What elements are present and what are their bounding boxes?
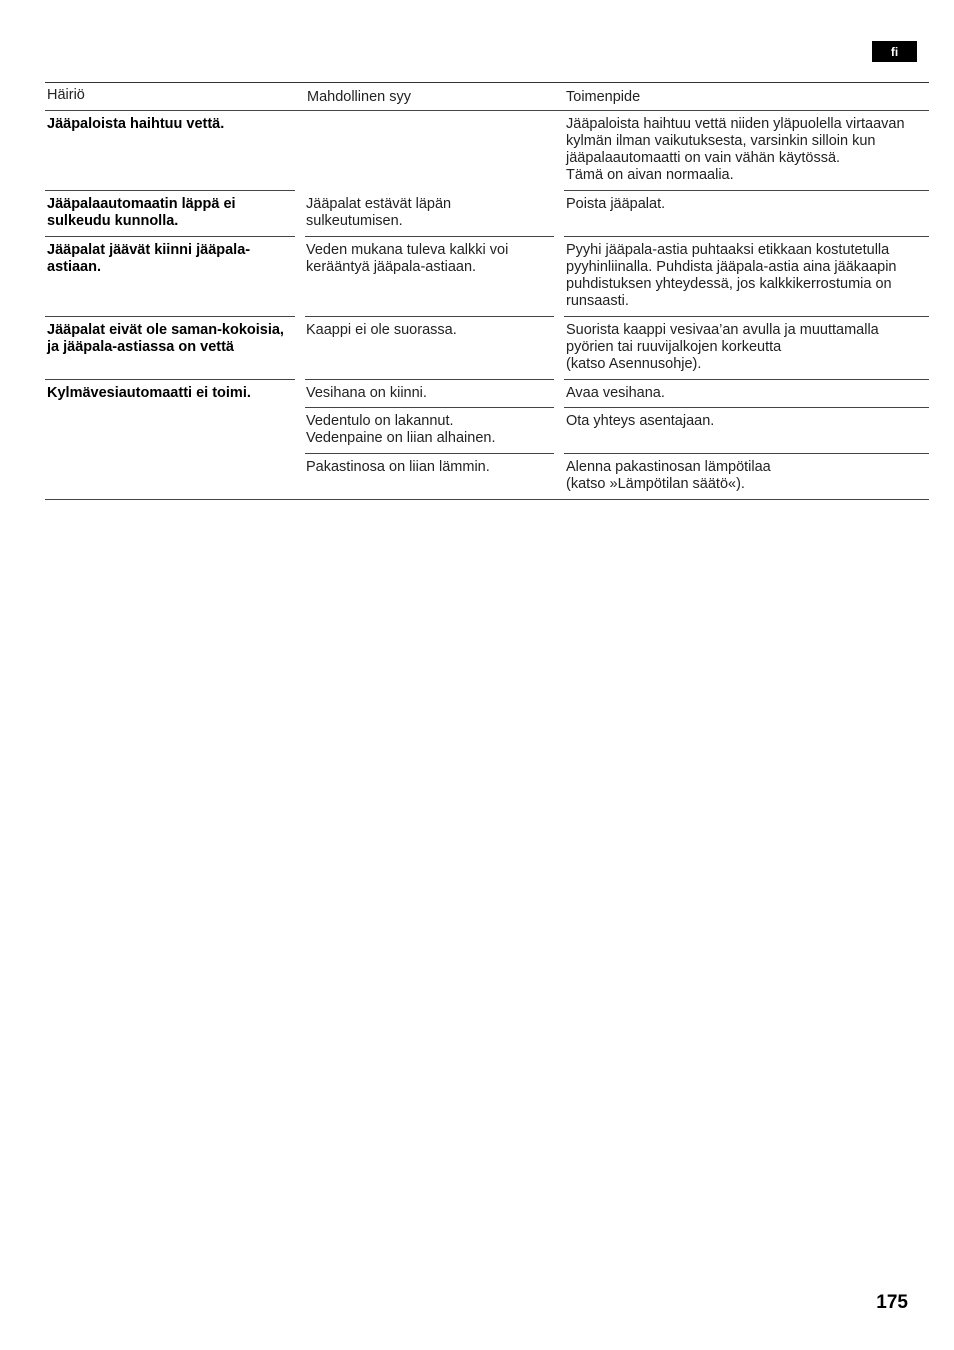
- row-cause: Vesihana on kiinni.: [306, 385, 427, 401]
- row-rule: [564, 190, 929, 191]
- row-rule: [305, 407, 554, 408]
- header-rule: [45, 110, 929, 111]
- row-fault: Jääpalat jäävät kiinni jääpala-astiaan.: [47, 242, 251, 275]
- row-rule: [564, 407, 929, 408]
- row-rule: [305, 379, 554, 380]
- row-fault: Kylmävesiautomaatti ei toimi.: [47, 385, 251, 401]
- row-fault: Jääpaloista haihtuu vettä.: [47, 116, 225, 132]
- row-action: Jääpaloista haihtuu vettä niiden yläpuolella virtaavan kylmän ilman vaikutuksesta, varsinkin silloin kun jääpalaautomaatti on vain vähän käytössä. Tämä on aivan normaalia.: [566, 116, 905, 183]
- row-rule: [564, 379, 929, 380]
- row-rule: [564, 236, 929, 237]
- row-fault: Jääpalat eivät ole saman-kokoisia, ja jääpala-astiassa on vettä: [47, 322, 284, 355]
- row-cause: Pakastinosa on liian lämmin.: [306, 459, 490, 475]
- row-rule: [45, 379, 295, 380]
- row-rule: [45, 236, 295, 237]
- header-action: Toimenpide: [566, 89, 641, 105]
- row-action: Ota yhteys asentajaan.: [566, 413, 715, 429]
- row-cause: Jääpalat estävät läpän sulkeutumisen.: [306, 196, 452, 229]
- row-action: Poista jääpalat.: [566, 196, 666, 212]
- row-rule: [305, 453, 554, 454]
- row-cause: Veden mukana tuleva kalkki voi kerääntyä jääpala-astiaan.: [306, 242, 509, 275]
- row-rule: [564, 316, 929, 317]
- row-action: Suorista kaappi vesivaa’an avulla ja muuttamalla pyörien tai ruuvijalkojen korkeutta (katso Asennusohje).: [566, 322, 879, 372]
- row-fault: Jääpalaautomaatin läppä ei sulkeudu kunnolla.: [47, 196, 236, 229]
- row-cause: Vedentulo on lakannut. Vedenpaine on liian alhainen.: [306, 413, 496, 446]
- row-rule: [45, 316, 295, 317]
- header-cause: Mahdollinen syy: [307, 89, 411, 105]
- row-action: Avaa vesihana.: [566, 385, 665, 401]
- row-rule: [564, 453, 929, 454]
- table-top-rule: [45, 82, 929, 83]
- page-number: 175: [876, 1292, 908, 1313]
- row-cause: Kaappi ei ole suorassa.: [306, 322, 457, 338]
- table-bottom-rule: [45, 499, 929, 500]
- row-rule: [305, 316, 554, 317]
- header-fault: Häiriö: [47, 87, 85, 103]
- row-rule: [45, 190, 295, 191]
- language-badge: fi: [872, 41, 917, 62]
- row-action: Pyyhi jääpala-astia puhtaaksi etikkaan kostutetulla pyyhinliinalla. Puhdista jääpala-astia aina jääkaapin puhdistuksen yhteydessä, jos kalkkikerrostumia on runsaasti.: [566, 242, 897, 309]
- row-rule: [305, 236, 554, 237]
- row-action: Alenna pakastinosan lämpötilaa (katso »Lämpötilan säätö«).: [566, 459, 771, 492]
